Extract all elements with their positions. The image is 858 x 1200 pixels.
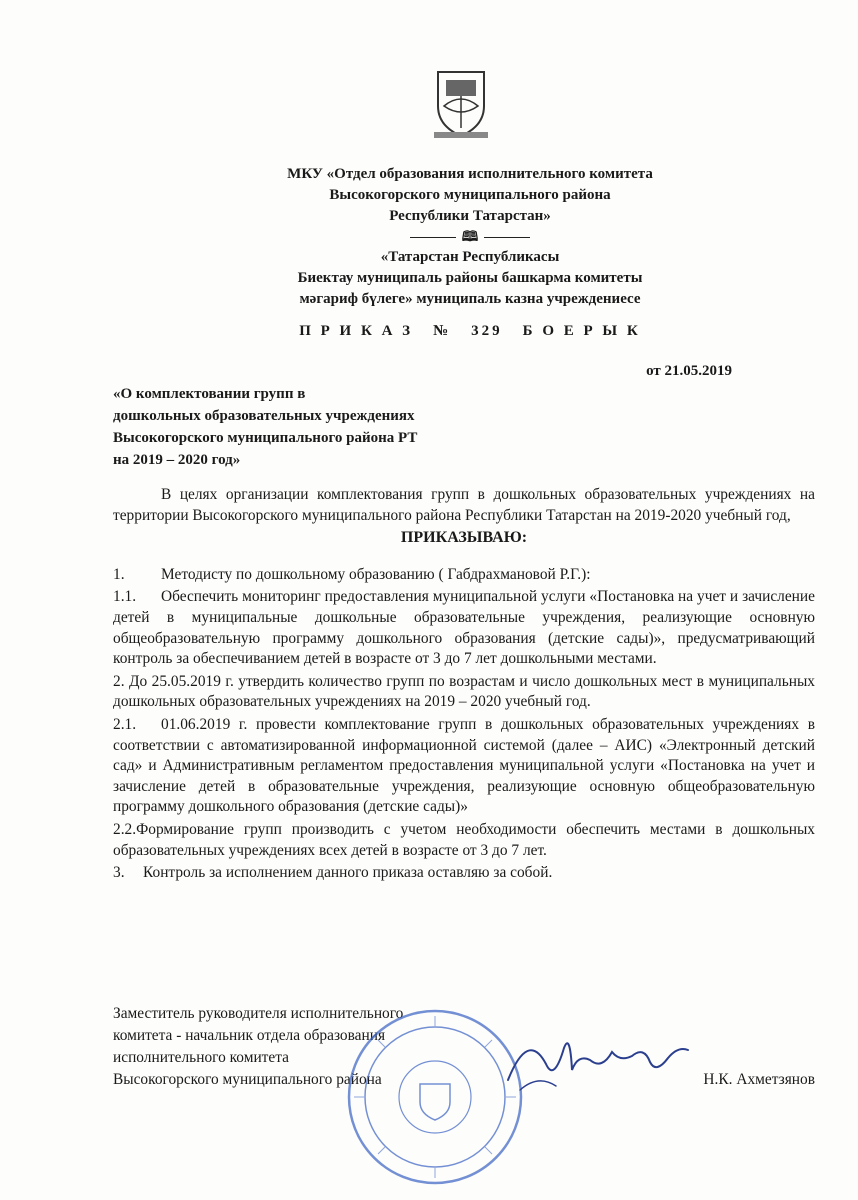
item-text: Методисту по дошкольному образованию ( Габдрахмановой Р.Г.): [161,565,591,583]
item-text: Обеспечить мониторинг предоставления муниципальной услуги «Постановка на учет и зачисление детей в муниципальные дошкольные образовательные учреждения, реализующие основную общеобразовательную программу дошкольного образования (детские сады)», предусматривающий контроль за обеспечиванием детей в возрасте от 3 до 7 лет дошкольными местами. [113,588,815,668]
intro-paragraph: В целях организации комплектования групп в дошкольных образовательных учреждениях на территории Высокогорского муниципального района Республики Татарстан на 2019-2020 учебный год, [113,486,815,524]
header-line: Биектау муниципаль районы башкарма комитеты [297,270,643,286]
item-text: Контроль за исполнением данного приказа оставляю за собой. [143,864,553,882]
handwritten-signature-icon [498,1020,698,1100]
item-2-1 [113,715,815,818]
signatory-title-line: исполнительного комитета [113,1049,289,1066]
header-divider [150,227,790,247]
coat-of-arms-icon [426,66,496,140]
order-date: от 21.05.2019 [646,363,732,379]
order-body [113,485,815,884]
order-number-sign: № [433,323,452,339]
order-word-ru: П Р И К А З [299,323,414,339]
item-number: 2.1. [113,715,137,733]
signatory-title-line: Высокогорского муниципального района [113,1071,382,1088]
item-3 [113,863,815,884]
item-number: 3. [113,864,125,882]
header-line: «Татарстан Республикасы [380,249,560,265]
prikazyvayu-heading: ПРИКАЗЫВАЮ: [400,529,528,547]
header-line: МКУ «Отдел образования исполнительного комитета [287,166,653,182]
item-number: 1.1. [113,588,137,606]
signatory-name: Н.К. Ахметзянов [703,1071,815,1088]
book-icon: 🕮 [461,229,479,245]
order-subject [113,383,533,471]
item-1 [113,565,815,586]
subject-line: Высокогорского муниципального района РТ [113,430,418,446]
item-2-2: 2.2.Формирование групп производить с учетом необходимости обеспечить местами в дошкольных образовательных учреждениях всех детей в возрасте от 3 до 7 лет. [113,820,815,859]
signatory-title-line: комитета - начальник отдела образования [113,1027,386,1044]
item-1-1 [113,587,815,669]
header-line: Республики Татарстан» [389,208,551,224]
subject-line: «О комплектовании групп в [113,386,306,402]
header-line: Высокогорского муниципального района [329,187,611,203]
subject-line: дошкольных образовательных учреждениях [113,408,415,424]
order-number: 329 [471,323,503,339]
order-word-tt: Б О Е Р Ы К [522,323,641,339]
subject-line: на 2019 – 2020 год» [113,452,241,468]
signatory-title-line: Заместитель руководителя исполнительного [113,1005,404,1022]
organization-header [150,164,790,310]
item-text: 01.06.2019 г. провести комплектование групп в дошкольных образовательных учреждениях в соответствии с автоматизированной информационной системой (далее – АИС) «Электронный детский сад» и Административным регламентом предоставления муниципальной услуги «Постановка на учет и зачисление детей в образовательные учреждения, реализующие основную общеобразовательную программу дошкольного образования (детские сады)» [113,715,815,816]
item-number: 1. [113,565,125,583]
order-title [0,323,858,340]
item-2: 2. До 25.05.2019 г. утвердить количество групп по возрастам и число дошкольных мест в муниципальных дошкольных образовательных учреждениях на 2019 – 2020 учебный год. [113,672,815,711]
header-line: мәгариф бүлеге» муниципаль казна учреждениесе [299,291,641,307]
